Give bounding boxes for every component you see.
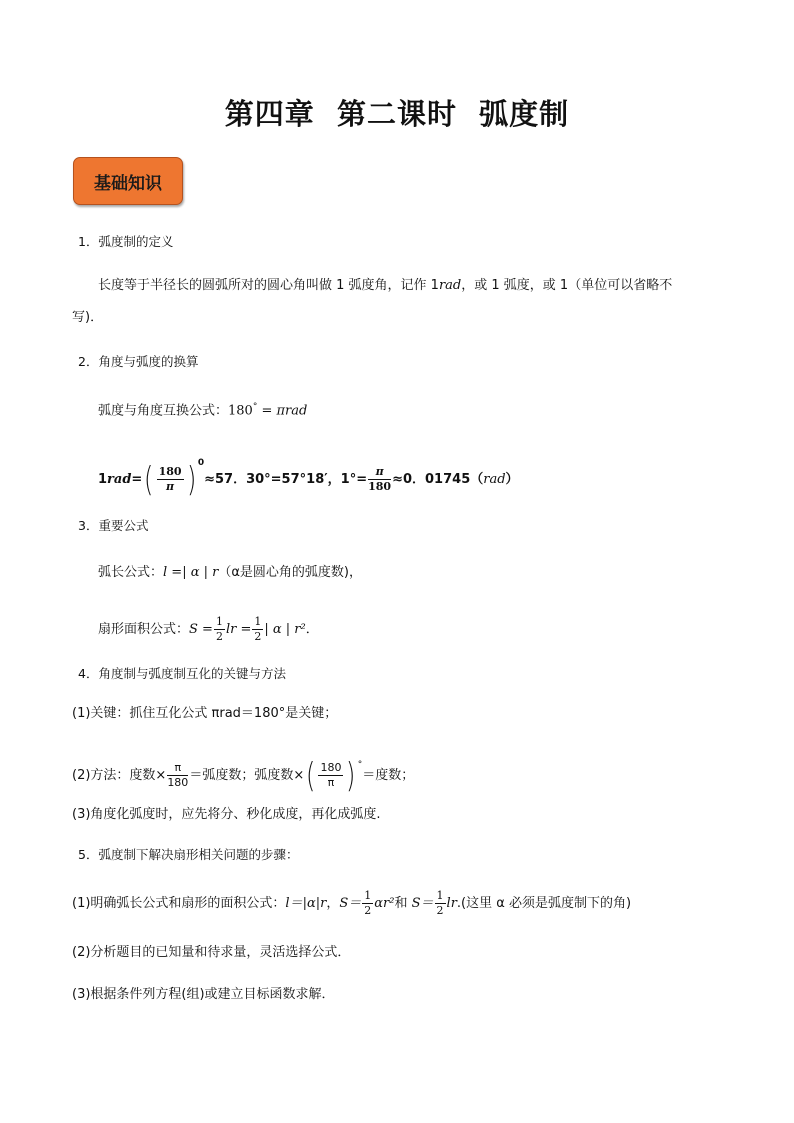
sector-area-formula: [98, 610, 319, 650]
frac-den: π: [166, 480, 175, 493]
rad-conversion-line: [98, 443, 519, 500]
conv-eq: =: [131, 472, 143, 487]
s5-s: S＝: [339, 896, 362, 911]
conv-lhs: 1: [98, 472, 108, 487]
conv-rad: rad: [107, 472, 132, 487]
arc-note: （α是圆心角的弧度数)，: [218, 565, 363, 580]
s5-num-2: 1: [436, 889, 444, 902]
item2-sup: °: [357, 760, 363, 770]
s5-den-2: 2: [436, 904, 444, 917]
right-paren: ): [346, 755, 356, 796]
frac-num-2: π: [368, 465, 391, 480]
formula-label: 弧度与角度互换公式：: [98, 403, 229, 419]
conv-sup: 0: [197, 458, 205, 468]
right-paren: ): [186, 459, 196, 500]
conversion-formula: [98, 398, 307, 420]
item2-num-2: 180: [320, 761, 342, 774]
section-4-item-1: (1)关键：抓住互化公式 πrad＝180°是关键；: [72, 706, 338, 721]
section-1-heading: 1．弧度制的定义: [78, 234, 174, 249]
fraction-180-over-pi: [318, 761, 343, 790]
item2-den: 180: [167, 776, 189, 789]
conv-tail: ≈0．01745（: [392, 472, 484, 487]
arc-label: 弧长公式：: [98, 565, 164, 580]
half-den-2: 2: [254, 630, 262, 643]
section-1-line-1: [98, 277, 672, 295]
section-3-heading: 3．重要公式: [78, 518, 149, 533]
s5-item1-pre: (1)明确弧长公式和扇形的面积公式：: [72, 896, 286, 911]
s5-num: 1: [364, 889, 372, 902]
s5-s2: S＝: [411, 896, 434, 911]
section-5-heading: 5．弧度制下解决扇形相关问题的步骤：: [78, 847, 299, 862]
fraction-half: [362, 889, 373, 918]
section-5-item-3: (3)根据条件列方程(组)或建立目标函数求解．: [72, 987, 335, 1002]
s5-sep: ，: [326, 896, 340, 911]
rad-unit: rad: [438, 278, 462, 293]
frac-num: 180: [158, 465, 182, 478]
fraction-half-2: [252, 615, 263, 644]
section-4-item-3: (3)角度化弧度时，应先将分、秒化成度，再化成弧度.: [72, 807, 381, 822]
section-5-item-1: [72, 884, 631, 924]
formula-deg: °: [252, 402, 258, 412]
conv-close: ）: [505, 472, 519, 487]
item2-pre: (2)方法：度数×: [72, 768, 167, 783]
fraction-half: [214, 615, 225, 644]
half-num-2: 1: [254, 615, 262, 628]
formula-left: 180: [228, 403, 253, 419]
fraction-180-over-pi: [157, 465, 184, 494]
half-num: 1: [215, 615, 223, 628]
area-s: S =: [189, 622, 213, 637]
s5-den: 2: [364, 904, 372, 917]
s5-tail: .(这里 α 必须是弧度制下的角): [456, 896, 632, 911]
section-2-heading: 2．角度与弧度的换算: [78, 354, 199, 369]
page-title: 第四章 第二课时 弧度制: [224, 97, 570, 131]
s1-text-tail: ，或 1 弧度，或 1（单位可以省略不: [461, 278, 673, 293]
formula-right: πrad: [276, 403, 308, 419]
area-end: ．: [305, 622, 319, 637]
section-1-line-2: 写)．: [72, 310, 104, 325]
item2-den-2: π: [327, 776, 335, 789]
formula-eq: =: [257, 403, 277, 419]
section-4-heading: 4．角度制与弧度制互化的关键与方法: [78, 666, 286, 681]
basic-knowledge-badge: 基础知识: [73, 157, 183, 205]
fraction-pi-over-180: [368, 465, 391, 494]
frac-den-2: 180: [368, 480, 392, 493]
conv-mid: ≈57．30°=57°18′，1°=: [204, 472, 368, 487]
item2-num: π: [167, 761, 188, 776]
item2-mid: ＝弧度数；弧度数×: [189, 768, 305, 783]
s5-f3: lr: [446, 896, 457, 911]
left-paren: (: [306, 755, 316, 796]
s5-f2: αr²: [374, 896, 395, 911]
conv-tail-unit: rad: [483, 472, 506, 487]
arc-length-formula: [98, 564, 362, 582]
s5-f1: l＝|α|r: [285, 896, 327, 911]
section-4-item-2: [72, 745, 414, 796]
s5-and: 和: [394, 896, 412, 911]
area-label: 扇形面积公式：: [98, 622, 190, 637]
section-5-item-2: (2)分析题目的已知量和待求量，灵活选择公式．: [72, 945, 351, 960]
item2-tail: ＝度数；: [362, 768, 415, 783]
left-paren: (: [144, 459, 154, 500]
area-tail: | α | r²: [264, 622, 306, 637]
fraction-half-2: [435, 889, 446, 918]
half-den: 2: [215, 630, 223, 643]
arc-formula: l =| α | r: [163, 565, 219, 580]
area-mid: lr =: [225, 622, 252, 637]
s1-text: 长度等于半径长的圆弧所对的圆心角叫做 1 弧度角，记作 1: [98, 278, 439, 293]
fraction-pi-over-180: [167, 761, 188, 790]
